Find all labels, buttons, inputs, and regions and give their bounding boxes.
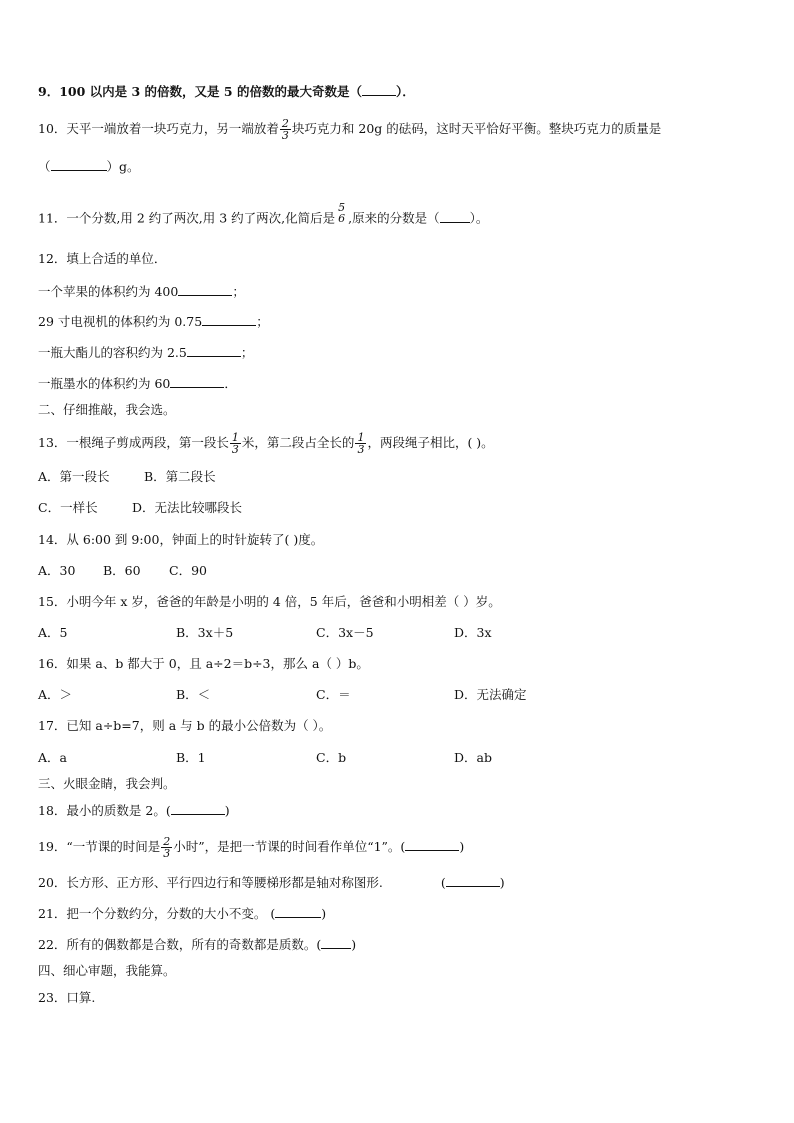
option-d[interactable]: D．无法比较哪段长 xyxy=(132,500,243,515)
option-b[interactable]: B．1 xyxy=(176,750,206,765)
question-13-options-row-2 xyxy=(38,499,242,517)
option-c[interactable]: C．90 xyxy=(169,563,207,578)
question-13: 13．一根绳子剪成两段，第一段长 $\frac{1}{3}$ 米，第二段占全长的 $\frac{1}{3}$ ，两段绳子相比，( )。 xyxy=(38,431,494,456)
question-9: 9．100 以内是 3 的倍数，又是 5 的倍数的最大奇数是（ ）． xyxy=(38,84,415,99)
answer-blank[interactable] xyxy=(171,801,225,815)
question-10-line2: （ ）g。 xyxy=(38,159,140,174)
answer-blank[interactable] xyxy=(405,837,459,851)
option-a[interactable]: A．5 xyxy=(38,625,68,640)
question-12-item-4: 一瓶墨水的体积约为 60 ． xyxy=(38,376,237,391)
answer-blank[interactable] xyxy=(440,209,470,223)
question-22: 22．所有的偶数都是合数，所有的奇数都是质数。( ) xyxy=(38,937,357,952)
question-16-options xyxy=(38,686,527,704)
answer-blank[interactable] xyxy=(275,904,321,918)
answer-blank[interactable] xyxy=(187,343,241,357)
answer-blank[interactable] xyxy=(51,157,107,171)
option-c[interactable]: C．＝ xyxy=(316,687,351,702)
option-a[interactable]: A．＞ xyxy=(38,687,73,702)
question-21: 21．把一个分数约分，分数的大小不变。 ( ) xyxy=(38,906,327,921)
option-d[interactable]: D．3x xyxy=(454,625,492,640)
question-12-item-1: 一个苹果的体积约为 400 ； xyxy=(38,284,245,299)
question-10: 10．天平一端放着一块巧克力，另一端放着 $\frac{2}{3}$ 块巧克力和 20g 的砝码，这时天平恰好平衡。整块巧克力的质量是 xyxy=(38,117,662,142)
option-d[interactable]: D．无法确定 xyxy=(454,687,527,702)
question-12-item-2: 29 寸电视机的体积约为 0.75 ； xyxy=(38,314,269,329)
option-b[interactable]: B．第二段长 xyxy=(144,469,216,484)
answer-blank[interactable] xyxy=(446,873,500,887)
answer-blank[interactable] xyxy=(178,282,232,296)
question-15: 15．小明今年 x 岁，爸爸的年龄是小明的 4 倍，5 年后，爸爸和小明相差（ ）岁。 xyxy=(38,594,501,609)
fraction: $\frac{2}{3}$ xyxy=(163,835,171,860)
section-2-heading: 二、仔细推敲，我会选。 xyxy=(38,402,176,417)
question-20: 20．长方形、正方形、平行四边行和等腰梯形都是轴对称图形. ( ) xyxy=(38,875,505,890)
option-b[interactable]: B．＜ xyxy=(176,687,211,702)
answer-blank[interactable] xyxy=(170,374,224,388)
option-b[interactable]: B．60 xyxy=(103,563,141,578)
fraction: 5 6 xyxy=(338,201,346,225)
question-14: 14．从 6:00 到 9:00，钟面上的时针旋转了( )度。 xyxy=(38,532,324,547)
fraction: $\frac{1}{3}$ xyxy=(231,431,239,456)
option-a[interactable]: A．a xyxy=(38,750,67,765)
fraction: $\frac{1}{3}$ xyxy=(357,431,365,456)
section-4-heading: 四、细心审题，我能算。 xyxy=(38,963,176,978)
question-19: 19．“一节课的时间是 $\frac{2}{3}$ 小时”，是把一节课的时间看作单位“1”。( ) xyxy=(38,835,465,860)
option-a[interactable]: A．第一段长 xyxy=(38,469,110,484)
option-b[interactable]: B．3x＋5 xyxy=(176,625,234,640)
question-17-options xyxy=(38,749,492,767)
question-23: 23．口算. xyxy=(38,990,96,1005)
option-c[interactable]: C．一样长 xyxy=(38,500,98,515)
option-a[interactable]: A．30 xyxy=(38,563,76,578)
question-14-options xyxy=(38,562,207,580)
answer-blank[interactable] xyxy=(321,935,351,949)
option-c[interactable]: C．b xyxy=(316,750,347,765)
question-18: 18．最小的质数是 2。( ) xyxy=(38,803,230,818)
question-11: 11．一个分数,用 2 约了两次,用 3 约了两次,化简后是 5 6 ,原来的分数是（ ）。 xyxy=(38,201,489,226)
question-16: 16．如果 a、b 都大于 0，且 a÷2＝b÷3，那么 a（ ）b。 xyxy=(38,656,369,671)
section-3-heading: 三、火眼金睛，我会判。 xyxy=(38,776,176,791)
fraction: $\frac{2}{3}$ xyxy=(281,117,289,142)
question-13-options-row-1 xyxy=(38,468,216,486)
answer-blank[interactable] xyxy=(362,82,396,96)
question-12-title: 12．填上合适的单位． xyxy=(38,251,167,266)
question-17: 17．已知 a÷b=7，则 a 与 b 的最小公倍数为（ ）。 xyxy=(38,718,332,733)
answer-blank[interactable] xyxy=(202,312,256,326)
option-c[interactable]: C．3x－5 xyxy=(316,625,374,640)
question-15-options xyxy=(38,624,492,642)
question-12-item-3: 一瓶大酯儿的容积约为 2.5 ； xyxy=(38,345,254,360)
option-d[interactable]: D．ab xyxy=(454,750,492,765)
